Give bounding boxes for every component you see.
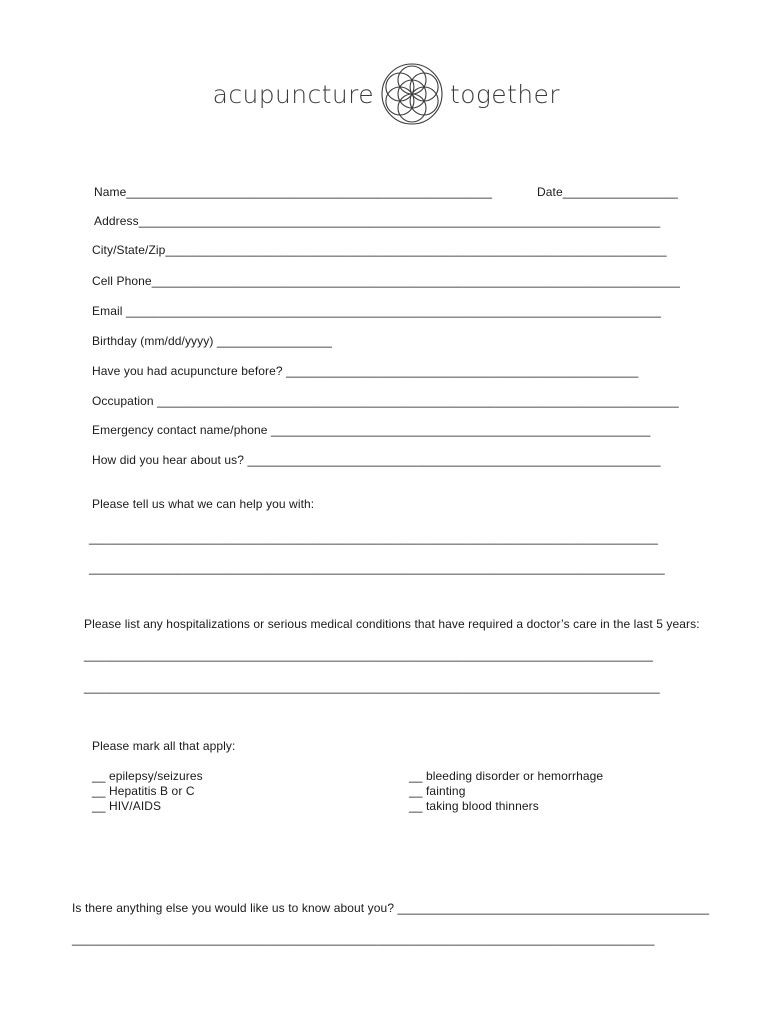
email-row [92, 304, 661, 318]
cell-label: Cell Phone [92, 274, 152, 288]
name-label: Name [94, 185, 127, 199]
condition-blood-thinners[interactable]: __ taking blood thinners [409, 799, 539, 813]
acupuncture-label: Have you had acupuncture before? [92, 364, 287, 378]
cell-row [92, 274, 680, 288]
city-label: City/State/Zip [92, 243, 166, 257]
city-row [92, 243, 667, 257]
birthday-label: Birthday (mm/dd/yyyy) [92, 334, 217, 348]
emergency-row [92, 423, 650, 437]
hospital-line-2[interactable]: _____________________________________________________________________________________ [84, 680, 660, 694]
logo-text-together: together [450, 80, 560, 109]
condition-hepatitis[interactable]: __ Hepatitis B or C [92, 784, 195, 798]
hear-row [92, 453, 661, 467]
birthday-row [92, 334, 332, 348]
condition-epilepsy[interactable]: __ epilepsy/seizures [92, 769, 203, 783]
address-field[interactable]: _____________________________________________________________________________ [138, 214, 661, 228]
city-field[interactable]: __________________________________________________________________________ [165, 243, 667, 257]
condition-fainting[interactable]: __ fainting [409, 784, 466, 798]
emergency-field[interactable]: ________________________________________________________ [271, 423, 651, 437]
occupation-field[interactable]: _____________________________________________________________________________ [157, 394, 679, 408]
anything-line[interactable]: ______________________________________________________________________________________ [72, 932, 655, 946]
cell-field[interactable]: ______________________________________________________________________________ [151, 274, 681, 288]
conditions-prompt: Please mark all that apply: [92, 739, 236, 753]
name-field[interactable]: ______________________________________________________ [126, 185, 493, 199]
hear-field[interactable]: _____________________________________________________________ [247, 453, 661, 467]
help-prompt: Please tell us what we can help you with: [92, 497, 315, 511]
logo-text-acupuncture: acupuncture [212, 80, 374, 109]
anything-prompt: Is there anything else you would like us to know about you? [72, 901, 398, 915]
help-line-2[interactable]: _____________________________________________________________________________________ [89, 561, 665, 575]
occupation-row [92, 394, 679, 408]
help-line-1[interactable]: ____________________________________________________________________________________ [89, 531, 659, 545]
condition-hiv[interactable]: __ HIV/AIDS [92, 799, 162, 813]
hospital-prompt: Please list any hospitalizations or serious medical conditions that have required a doctor’s care in the last 5 years: [84, 617, 700, 631]
logo [0, 62, 770, 134]
acupuncture-row [92, 364, 638, 378]
date-label: Date [537, 185, 563, 199]
acupuncture-field[interactable]: ____________________________________________________ [286, 364, 639, 378]
date-row [537, 185, 678, 199]
anything-row [72, 901, 709, 915]
date-field[interactable]: _________________ [562, 185, 678, 199]
flower-of-life-icon [380, 62, 444, 126]
birthday-field[interactable]: _________________ [216, 334, 333, 348]
hear-label: How did you hear about us? [92, 453, 248, 467]
occupation-label: Occupation [92, 394, 158, 408]
name-row [94, 185, 492, 199]
condition-bleeding[interactable]: __ bleeding disorder or hemorrhage [409, 769, 604, 783]
hospital-line-1[interactable]: ____________________________________________________________________________________ [84, 648, 654, 662]
email-label: Email [92, 304, 126, 318]
address-row [94, 214, 660, 228]
anything-field[interactable]: ______________________________________________ [397, 901, 710, 915]
email-field[interactable]: _______________________________________________________________________________ [125, 304, 662, 318]
address-label: Address [94, 214, 139, 228]
emergency-label: Emergency contact name/phone [92, 423, 272, 437]
